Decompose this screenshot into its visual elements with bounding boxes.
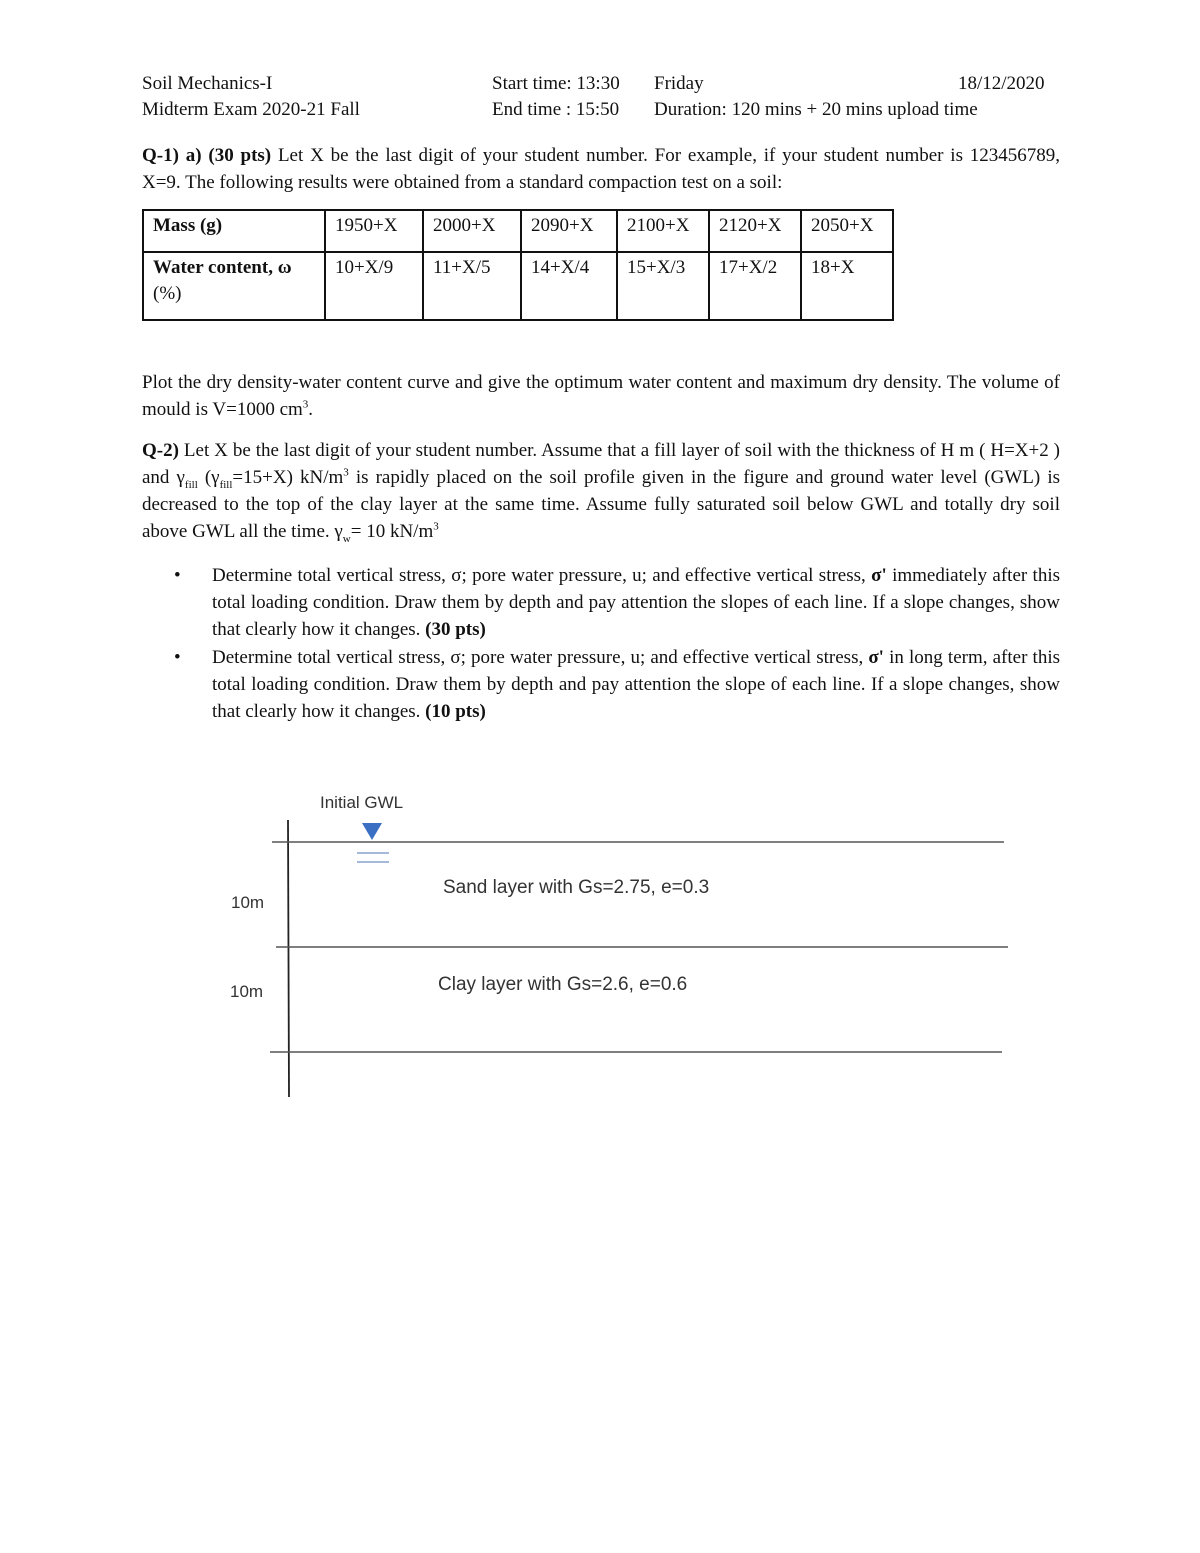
- q1-task: Plot the dry density-water content curve and give the optimum water content and maximum dry density. The volume of mould is V=1000 $cm^3$.: [142, 372, 1060, 420]
- water-header: Water content, ω (%): [143, 252, 325, 320]
- table-cell: 1950+X: [325, 210, 423, 252]
- sand-thickness-label: 10m: [231, 893, 265, 912]
- table-cell: 2100+X: [617, 210, 709, 252]
- end-time: End time : 15:50: [492, 99, 620, 120]
- table-cell: 17+X/2: [709, 252, 801, 320]
- q1-label: Q-1): [142, 145, 179, 166]
- q2-intro: Q-2) Let X be the last digit of your student number. Assume that a fill layer of soil with the thickness of H m ( H=X+2 ) and $\gamma_{fill}$ $(\gamma_{fill}=15+X)$ $kN/m^3$ is rapidly placed on the soil profile given in the figure and ground water level (GWL) is decreased to the top of the clay layer at the same time. Assume fully saturated soil below GWL and totally dry soil above GWL all the time. $\gamma_w= 10$ $kN/m^3$: [142, 440, 1061, 545]
- table-cell: 11+X/5: [423, 252, 521, 320]
- bullet-icon: •: [174, 647, 181, 668]
- exam-title: Midterm Exam 2020-21 Fall: [142, 99, 360, 120]
- q1-intro-text: Let X be the last digit of your student number. For example, if your student number is 123456789, X=9. The following results were obtained from a standard compaction test on a soil:: [142, 145, 1061, 193]
- exam-day: Friday: [654, 73, 704, 94]
- start-time: Start time: 13:30: [492, 73, 620, 94]
- list-item: • Determine total vertical stress, σ; pore water pressure, u; and effective vertical stress, σ' in long term, after this total loading condition. Draw them by depth and pay attention the slope of each line. If a slope changes, show that clearly how it changes. (10 pts): [170, 644, 1060, 725]
- clay-layer-label: Clay layer with Gs=2.6, e=0.6: [438, 974, 688, 995]
- sand-layer-label: Sand layer with Gs=2.75, e=0.3: [443, 877, 710, 898]
- bullet-icon: •: [174, 565, 181, 586]
- table-cell: 2090+X: [521, 210, 617, 252]
- table-cell: 2050+X: [801, 210, 893, 252]
- q1-part: a): [185, 145, 202, 166]
- course-title: Soil Mechanics-I: [142, 73, 273, 94]
- gwl-label: Initial GWL: [320, 793, 404, 812]
- exam-date: 18/12/2020: [958, 73, 1045, 94]
- exam-duration: Duration: 120 mins + 20 mins upload time: [654, 99, 978, 120]
- list-item: • Determine total vertical stress, σ; pore water pressure, u; and effective vertical stress, σ' immediately after this total loading condition. Draw them by depth and pay attention the slopes of each line. If a slope changes, show that clearly how it changes. (30 pts): [170, 562, 1060, 643]
- mass-header: Mass (g): [143, 210, 325, 252]
- table-cell: 15+X/3: [617, 252, 709, 320]
- gwl-triangle-icon: [362, 823, 382, 840]
- table-cell: 14+X/4: [521, 252, 617, 320]
- q2-label: Q-2): [142, 440, 179, 461]
- q1-points: (30 pts): [208, 145, 272, 166]
- table-cell: 2000+X: [423, 210, 521, 252]
- table-cell: 10+X/9: [325, 252, 423, 320]
- table-cell: 18+X: [801, 252, 893, 320]
- depth-axis: [288, 820, 289, 1097]
- clay-thickness-label: 10m: [230, 982, 264, 1001]
- table-cell: 2120+X: [709, 210, 801, 252]
